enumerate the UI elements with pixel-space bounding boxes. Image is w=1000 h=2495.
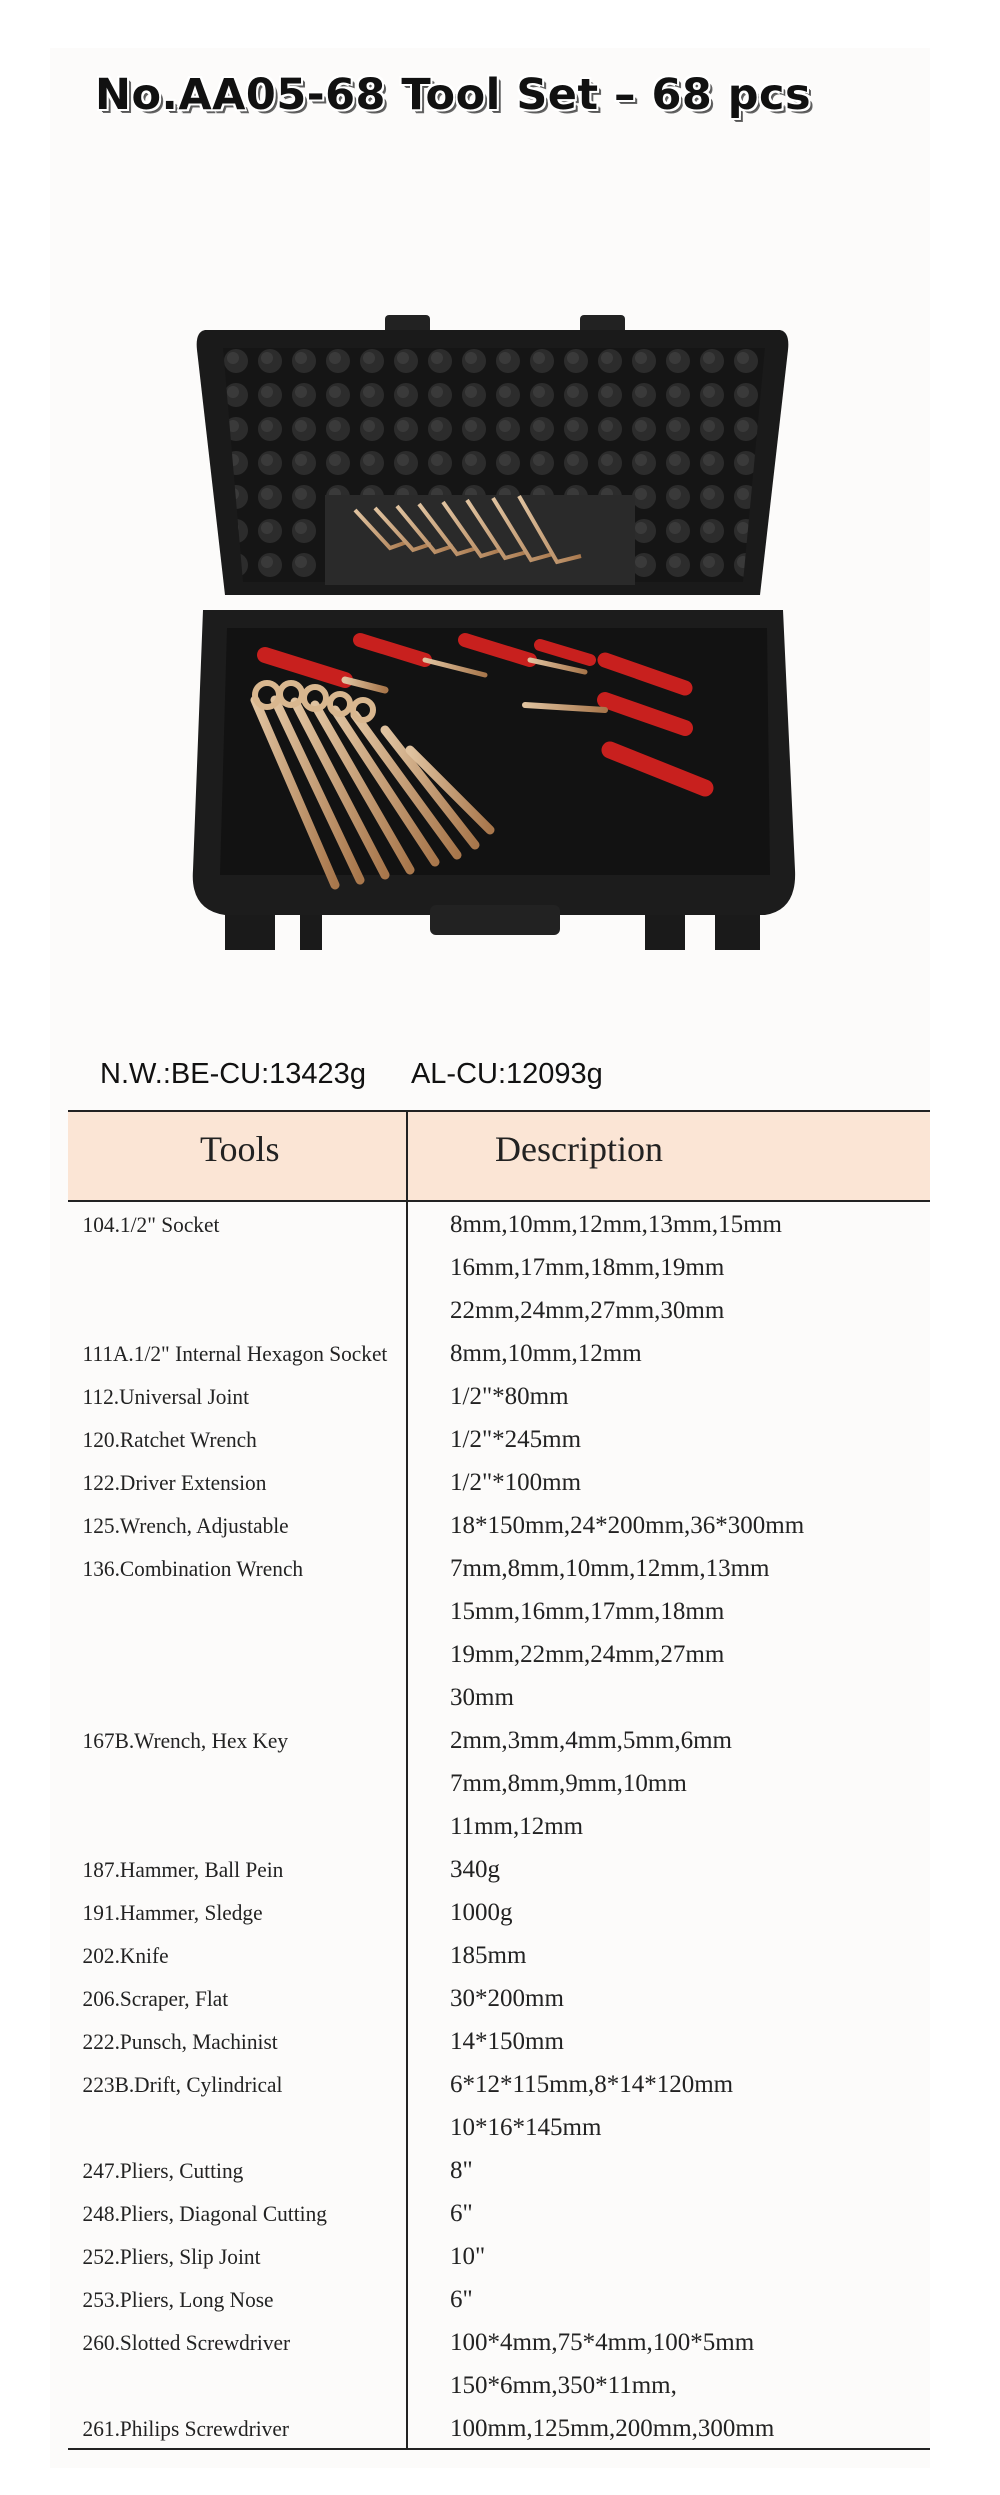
description-line: 2mm,3mm,4mm,5mm,6mm <box>450 1727 732 1754</box>
description-line: 7mm,8mm,10mm,12mm,13mm <box>450 1555 770 1582</box>
description-line: 15mm,16mm,17mm,18mm <box>450 1598 725 1625</box>
tool-name: 111A.1/2" Internal Hexagon Socket <box>82 1341 388 1366</box>
description-line: 1/2"*100mm <box>450 1469 582 1496</box>
table-row <box>68 1977 930 2020</box>
tool-case-photo <box>185 310 800 975</box>
tool-name: 222.Punsch, Machinist <box>82 2029 278 2054</box>
tool-description <box>408 1891 513 1934</box>
table-row <box>68 2235 930 2278</box>
table-row <box>68 1504 930 1547</box>
header-description: Description <box>495 1129 663 1169</box>
table-row <box>68 2278 930 2321</box>
tool-description <box>408 1375 569 1418</box>
description-line: 6" <box>450 2200 473 2227</box>
tool-description <box>408 1934 526 1977</box>
tool-name: 191.Hammer, Sledge <box>82 1900 263 1925</box>
tool-description <box>408 1547 769 1719</box>
tool-description <box>408 2278 473 2321</box>
weight-al-cu: AL-CU:12093g <box>410 1058 603 1090</box>
table-row <box>68 2149 930 2192</box>
description-line: 1/2"*245mm <box>450 1426 582 1453</box>
description-line: 10*16*145mm <box>450 2114 602 2141</box>
description-line: 100mm,125mm,200mm,300mm <box>450 2415 775 2442</box>
tool-name: 260.Slotted Screwdriver <box>82 2330 291 2355</box>
tool-description <box>408 2235 485 2278</box>
weight-be-cu: N.W.:BE-CU:13423g <box>100 1058 366 1090</box>
description-line: 22mm,24mm,27mm,30mm <box>450 1297 725 1324</box>
table-row <box>68 1848 930 1891</box>
table-row <box>68 2407 930 2450</box>
description-line: 8" <box>450 2157 473 2184</box>
description-line: 340g <box>450 1856 500 1883</box>
tool-description <box>408 1848 500 1891</box>
tool-name: 112.Universal Joint <box>82 1384 250 1409</box>
table-row <box>68 1332 930 1375</box>
description-line: 8mm,10mm,12mm,13mm,15mm <box>450 1211 782 1238</box>
description-line: 100*4mm,75*4mm,100*5mm <box>450 2329 755 2356</box>
description-line: 1/2"*80mm <box>450 1383 569 1410</box>
description-line: 14*150mm <box>450 2028 564 2055</box>
tool-name: 104.1/2" Socket <box>82 1212 220 1237</box>
tool-description <box>408 2407 774 2450</box>
description-line: 10" <box>450 2243 486 2270</box>
tool-name: 223B.Drift, Cylindrical <box>82 2072 283 2097</box>
tool-name: 122.Driver Extension <box>82 1470 267 1495</box>
table-row <box>68 1547 930 1719</box>
table-header-border <box>68 1200 930 1202</box>
description-line: 11mm,12mm <box>450 1813 584 1840</box>
tool-description <box>408 1332 642 1375</box>
description-line: 6" <box>450 2286 473 2313</box>
tools-table-body <box>68 1203 930 2450</box>
table-row <box>68 1375 930 1418</box>
table-row <box>68 2192 930 2235</box>
description-line: 6*12*115mm,8*14*120mm <box>450 2071 734 2098</box>
tool-name: 125.Wrench, Adjustable <box>82 1513 289 1538</box>
tool-name: 136.Combination Wrench <box>82 1556 304 1581</box>
description-line: 7mm,8mm,9mm,10mm <box>450 1770 687 1797</box>
table-row <box>68 2063 930 2149</box>
tool-description <box>408 2192 473 2235</box>
tool-name: 247.Pliers, Cutting <box>82 2158 244 2183</box>
tool-description <box>408 1203 782 1332</box>
net-weights <box>100 1058 603 1091</box>
description-line: 8mm,10mm,12mm <box>450 1340 642 1367</box>
tool-description <box>408 2020 564 2063</box>
tool-name: 206.Scraper, Flat <box>82 1986 229 2011</box>
page-title: No.AA05-68 Tool Set – 68 pcs <box>95 70 812 120</box>
description-line: 16mm,17mm,18mm,19mm <box>450 1254 725 1281</box>
tool-name: 261.Philips Screwdriver <box>82 2416 289 2441</box>
header-tools: Tools <box>200 1129 280 1169</box>
description-line: 150*6mm,350*11mm, <box>450 2372 677 2399</box>
tool-description <box>408 1504 804 1547</box>
table-row <box>68 1418 930 1461</box>
tool-name: 167B.Wrench, Hex Key <box>82 1728 289 1753</box>
table-row <box>68 2020 930 2063</box>
description-line: 30mm <box>450 1684 514 1711</box>
table-row <box>68 2321 930 2407</box>
table-row <box>68 1461 930 1504</box>
description-line: 185mm <box>450 1942 527 1969</box>
table-row <box>68 1203 930 1332</box>
table-row <box>68 1719 930 1848</box>
tool-name: 253.Pliers, Long Nose <box>82 2287 274 2312</box>
description-line: 18*150mm,24*200mm,36*300mm <box>450 1512 805 1539</box>
tool-description <box>408 1461 581 1504</box>
tool-name: 248.Pliers, Diagonal Cutting <box>82 2201 327 2226</box>
tool-description <box>408 1977 564 2020</box>
tool-description <box>408 2321 754 2407</box>
description-line: 30*200mm <box>450 1985 564 2012</box>
tool-description <box>408 1418 581 1461</box>
description-line: 1000g <box>450 1899 513 1926</box>
description-line: 19mm,22mm,24mm,27mm <box>450 1641 725 1668</box>
table-row <box>68 1891 930 1934</box>
tool-description <box>408 1719 732 1848</box>
tool-description <box>408 2149 473 2192</box>
tool-name: 187.Hammer, Ball Pein <box>82 1857 284 1882</box>
tool-description <box>408 2063 733 2149</box>
table-top-border <box>68 1110 930 1112</box>
tool-name: 252.Pliers, Slip Joint <box>82 2244 261 2269</box>
tool-name: 120.Ratchet Wrench <box>82 1427 257 1452</box>
table-row <box>68 1934 930 1977</box>
tool-name: 202.Knife <box>82 1943 169 1968</box>
